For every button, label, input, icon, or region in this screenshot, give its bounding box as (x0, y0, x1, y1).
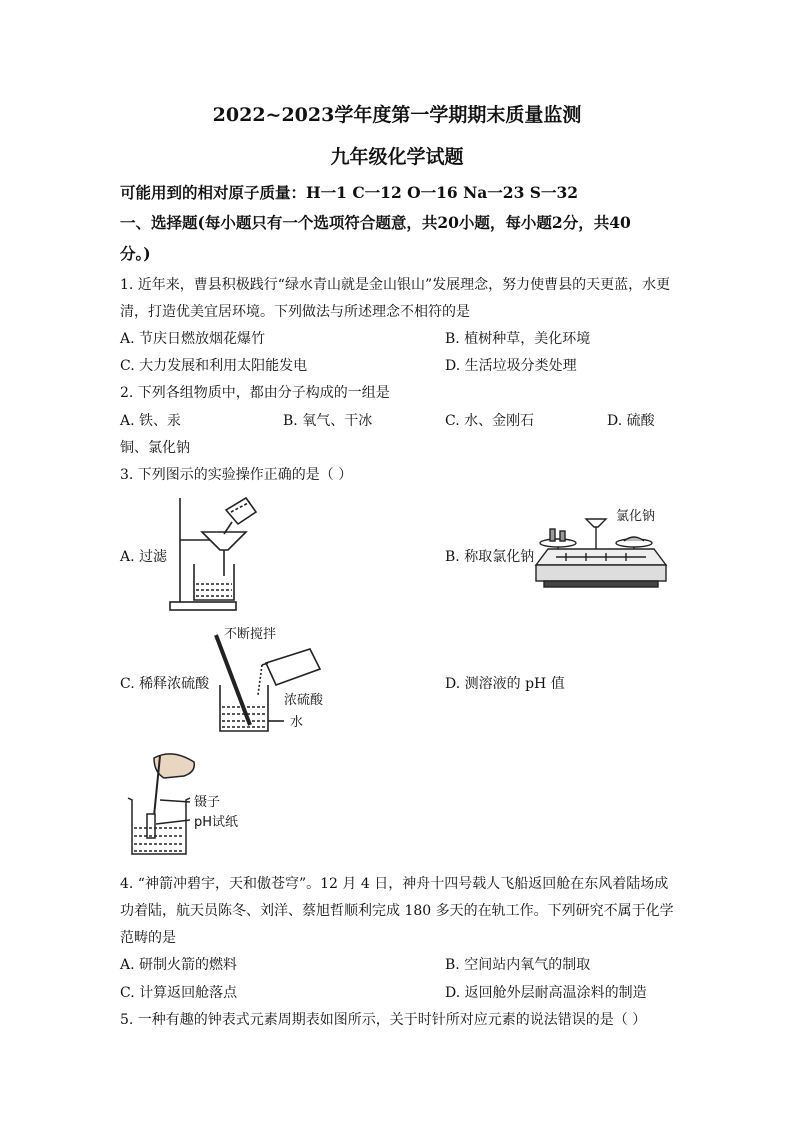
exam-title: 2022~2023学年度第一学期期末质量监测 (212, 104, 582, 126)
question-4-line2: 功着陆，航天员陈冬、刘洋、蔡旭哲顺利完成 180 多天的在轨工作。下列研究不属于化学 (120, 903, 674, 919)
stir-label: 不断搅拌 (224, 627, 277, 642)
filtration-figure (168, 492, 258, 614)
q1-option-d: D. 生活垃圾分类处理 (445, 358, 577, 374)
question-2: 2. 下列各组物质中，都由分子构成的一组是 (120, 385, 390, 401)
q2-option-b: B. 氧气、干冰 (283, 413, 373, 429)
q1-option-c: C. 大力发展和利用太阳能发电 (120, 358, 308, 374)
question-5: 5. 一种有趣的钟表式元素周期表如图所示，关于时针所对应元素的说法错误的是（ ） (120, 1012, 647, 1028)
ph-test-figure (124, 748, 274, 860)
question-4-line3: 范畴的是 (120, 930, 176, 946)
q4-option-c: C. 计算返回舱落点 (120, 985, 238, 1001)
q3-option-a: A. 过滤 (120, 549, 168, 565)
q2-option-a: A. 铁、汞 (120, 413, 182, 429)
q4-option-a: A. 研制火箭的燃料 (120, 957, 238, 973)
q3-option-c: C. 稀释浓硫酸 (120, 676, 210, 692)
q4-option-d: D. 返回舱外层耐高温涂料的制造 (445, 985, 647, 1001)
exam-subtitle: 九年级化学试题 (330, 146, 464, 168)
q1-option-b: B. 植树种草，美化环境 (445, 331, 591, 347)
ph-paper-label: pH试纸 (194, 815, 239, 830)
section-heading-line1: 一、选择题(每小题只有一个选项符合题意，共20小题，每小题2分，共40 (120, 213, 631, 232)
water-label: 水 (290, 715, 304, 730)
question-3: 3. 下列图示的实验操作正确的是（ ） (120, 467, 353, 483)
dilution-figure (210, 625, 340, 737)
tweezers-label: 镊子 (194, 795, 221, 810)
nacl-label: 氯化钠 (616, 509, 656, 524)
q3-option-d: D. 测溶液的 pH 值 (445, 676, 565, 692)
q2-option-d-cont: 铜、氯化钠 (120, 440, 190, 456)
q2-option-c: C. 水、金刚石 (445, 413, 535, 429)
balance-figure (536, 505, 666, 600)
question-4-line1: 4. “神箭冲碧宇，天和傲苍穹”。12 月 4 日，神舟十四号载人飞船返回舱在东风着陆场成 (120, 876, 669, 892)
question-1-line1: 1. 近年来，曹县积极践行“绿水青山就是金山银山”发展理念，努力使曹县的天更蓝，水更 (120, 277, 671, 293)
q2-option-d: D. 硫酸 (607, 413, 655, 429)
conc-acid-label: 浓硫酸 (284, 693, 324, 708)
q3-option-b: B. 称取氯化钠 (445, 549, 535, 565)
atomic-masses: 可能用到的相对原子质量：H一1 C一12 O一16 Na一23 S一32 (120, 183, 579, 202)
question-1-line2: 清，打造优美宜居环境。下列做法与所述理念不相符的是 (120, 304, 470, 320)
q1-option-a: A. 节庆日燃放烟花爆竹 (120, 331, 266, 347)
section-heading-line2: 分。) (120, 244, 151, 263)
q4-option-b: B. 空间站内氧气的制取 (445, 957, 591, 973)
